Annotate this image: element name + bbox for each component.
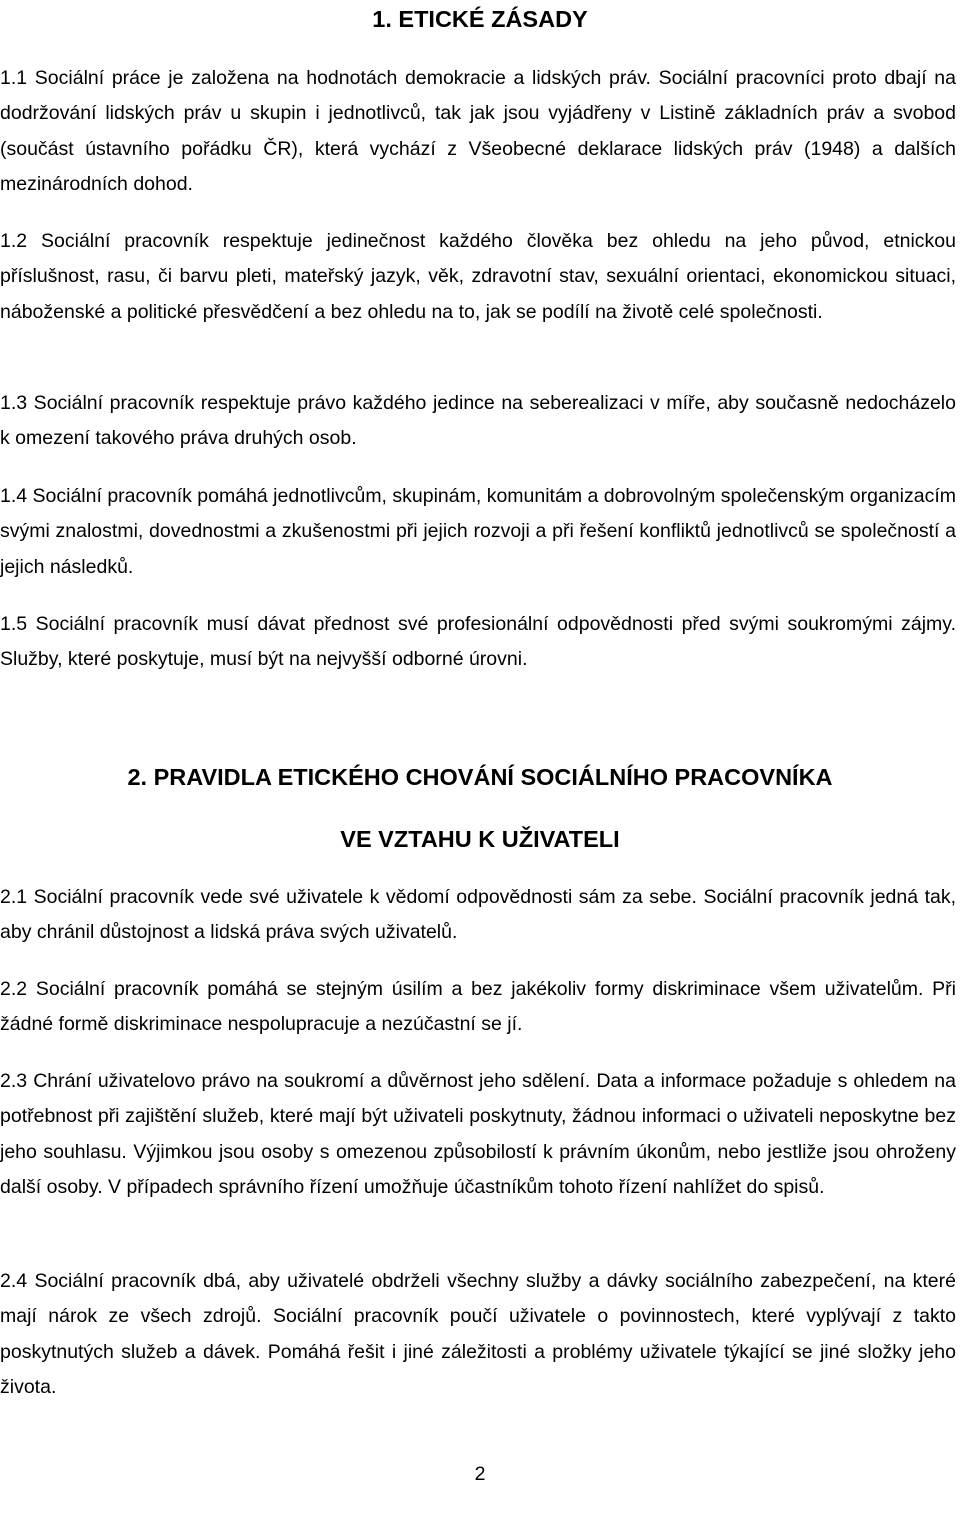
section-2-heading-line-2: VE VZTAHU K UŽIVATELI (340, 826, 620, 852)
section-2-heading-line-1: 2. PRAVIDLA ETICKÉHO CHOVÁNÍ SOCIÁLNÍHO PRACOVNÍKA (127, 764, 833, 790)
paragraph-2-1: 2.1 Sociální pracovník vede své uživatele k vědomí odpovědnosti sám za sebe. Sociální pracovník jedná tak, aby chránil důstojnost a lidská práva svých uživatelů. (0, 886, 956, 944)
paragraph-1-2: 1.2 Sociální pracovník respektuje jedinečnost každého člověka bez ohledu na jeho původ, etnickou příslušnost, rasu, či barvu pleti, mateřský jazyk, věk, zdravotní stav, sexuální orientaci, ekonomickou situaci, náboženské a politické přesvědčení a bez ohledu na to, jak se podílí na životě celé společnosti. (0, 230, 956, 323)
paragraph-1-4: 1.4 Sociální pracovník pomáhá jednotlivcům, skupinám, komunitám a dobrovolným společenským organizacím svými znalostmi, dovednostmi a zkušenostmi při jejich rozvoji a při řešení konfliktů jednotlivců se společností a jejich následků. (0, 485, 956, 578)
section-1-heading: 1. ETICKÉ ZÁSADY (372, 6, 588, 32)
paragraph-1-1: 1.1 Sociální práce je založena na hodnotách demokracie a lidských práv. Sociální pracovníci proto dbají na dodržování lidských práv u skupin i jednotlivců, tak jak jsou vyjádřeny v Listině základních práv a svobod (součást ústavního pořádku ČR), která vychází z Všeobecné deklarace lidských práv (1948) a dalších mezinárodních dohod. (0, 67, 956, 196)
page-number: 2 (474, 1463, 486, 1485)
paragraph-2-3: 2.3 Chrání uživatelovo právo na soukromí a důvěrnost jeho sdělení. Data a informace požaduje s ohledem na potřebnost při zajištění služeb, které mají být uživateli poskytnuty, žádnou informaci o uživateli neposkytne bez jeho souhlasu. Výjimkou jsou osoby s omezenou způsobilostí k právním úkonům, nebo jestliže jsou ohroženy další osoby. V případech správního řízení umožňuje účastníkům tohoto řízení nahlížet do spisů. (0, 1070, 956, 1199)
paragraph-2-2: 2.2 Sociální pracovník pomáhá se stejným úsilím a bez jakékoliv formy diskriminace všem uživatelům. Při žádné formě diskriminace nespolupracuje a nezúčastní se jí. (0, 978, 956, 1036)
paragraph-2-4: 2.4 Sociální pracovník dbá, aby uživatelé obdrželi všechny služby a dávky sociálního zabezpečení, na které mají nárok ze všech zdrojů. Sociální pracovník poučí uživatele o povinnostech, které vyplývají z takto poskytnutých služeb a dávek. Pomáhá řešit i jiné záležitosti a problémy uživatele týkající se jiné složky jeho života. (0, 1270, 956, 1399)
paragraph-1-3: 1.3 Sociální pracovník respektuje právo každého jedince na seberealizaci v míře, aby současně nedocházelo k omezení takového práva druhých osob. (0, 392, 956, 450)
paragraph-1-5: 1.5 Sociální pracovník musí dávat přednost své profesionální odpovědnosti před svými soukromými zájmy. Služby, které poskytuje, musí být na nejvyšší odborné úrovni. (0, 613, 956, 671)
